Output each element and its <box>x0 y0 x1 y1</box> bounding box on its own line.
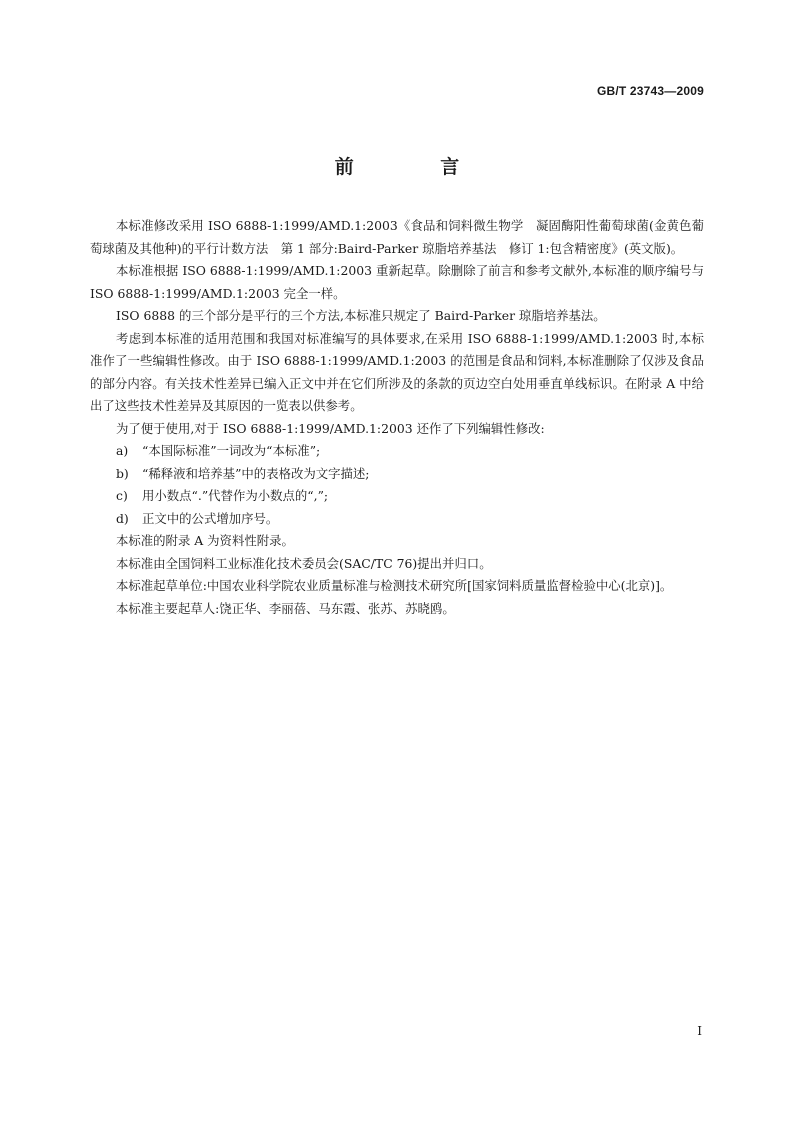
paragraph-drafting-unit: 本标准起草单位:中国农业科学院农业质量标准与检测技术研究所[国家饲料质量监督检验中心(北京)]。 <box>116 578 673 593</box>
paragraph-adoption: 本标准修改采用 ISO 6888-1:1999/AMD.1:2003《食品和饲料微生物学 凝固酶阳性葡萄球菌(金黄色葡萄球菌及其他种)的平行计数方法 第 1 部分:Baird-Parker 琼脂培养基法 修订 1:包含精密度》(英文版)。 <box>90 218 704 256</box>
list-item <box>90 440 704 463</box>
page-title: 前 言 <box>334 156 500 178</box>
list-item-marker: a) <box>116 443 129 458</box>
paragraph-drafters: 本标准主要起草人:饶正华、李丽蓓、马东霞、张苏、苏晓鸥。 <box>116 600 455 616</box>
list-item-text: “稀释液和培养基”中的表格改为文字描述; <box>142 465 370 481</box>
paragraph-iso-parts: ISO 6888 的三个部分是平行的三个方法,本标准只规定了 Baird-Parker 琼脂培养基法。 <box>116 308 606 323</box>
list-item-marker: c) <box>116 488 128 503</box>
list-item <box>90 485 704 508</box>
list-item <box>90 463 704 486</box>
list-item-marker: b) <box>116 465 129 481</box>
paragraph-annex: 本标准的附录 A 为资料性附录。 <box>116 533 294 548</box>
paragraph-proposer: 本标准由全国饲料工业标准化技术委员会(SAC/TC 76)提出并归口。 <box>116 555 492 571</box>
list-item-text: 正文中的公式增加序号。 <box>142 510 279 526</box>
list-item <box>90 508 704 531</box>
foreword-body <box>90 215 704 620</box>
standard-number: GB/T 23743—2009 <box>596 84 704 98</box>
list-item-text: 用小数点“.”代替作为小数点的“,”; <box>142 488 329 503</box>
paragraph-modifications: 考虑到本标准的适用范围和我国对标准编写的具体要求,在采用 ISO 6888-1:1999/AMD.1:2003 时,本标准作了一些编辑性修改。由于 ISO 6888-1:1999/AMD.1:2003 的范围是食品和饲料,本标准删除了仅涉及食品的部分内容。有关技术性差异已编入正文中并在它们所涉及的条款的页边空白处用垂直单线标识。在附录 A 中给出了这些技术性差异及其原因的一览表以供参考。 <box>90 330 704 413</box>
list-item-text: “本国际标准”一词改为“本标准”; <box>142 443 321 458</box>
page-number: I <box>697 1024 702 1038</box>
paragraph-redrafting: 本标准根据 ISO 6888-1:1999/AMD.1:2003 重新起草。除删除了前言和参考文献外,本标准的顺序编号与 ISO 6888-1:1999/AMD.1:2003 完全一样。 <box>90 263 704 301</box>
paragraph-editorial-intro: 为了便于使用,对于 ISO 6888-1:1999/AMD.1:2003 还作了下列编辑性修改: <box>116 420 545 436</box>
list-item-marker: d) <box>116 510 129 526</box>
